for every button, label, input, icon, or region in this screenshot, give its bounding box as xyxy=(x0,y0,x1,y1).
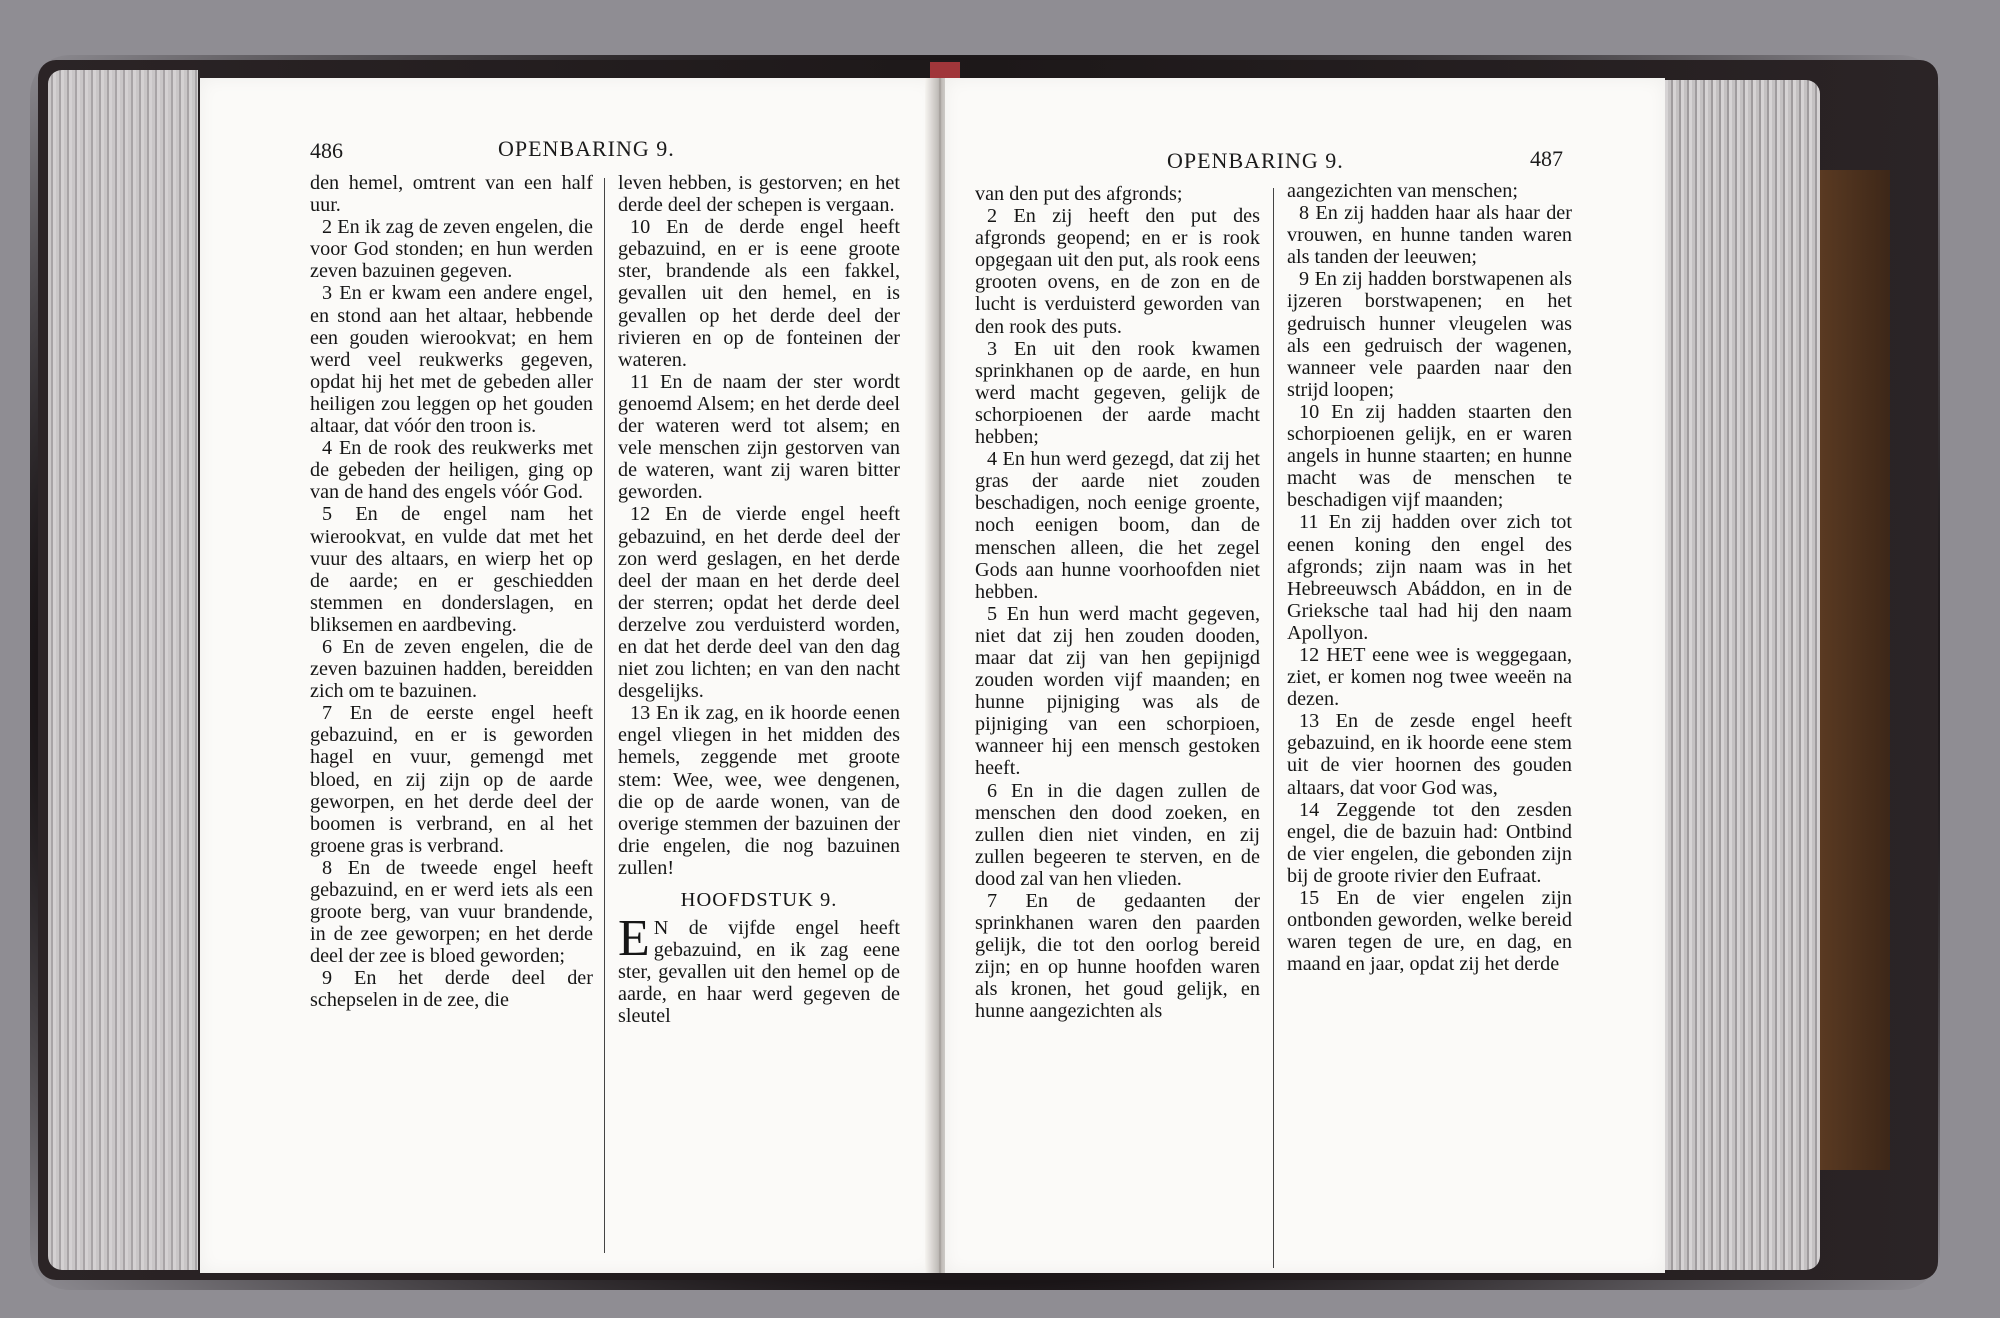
chapter-first-verse-text: N de vijfde engel heeft gebazuind, en ik zag eene ster, gevallen uit den hemel op de aarde, en haar werd gegeven de sleutel xyxy=(618,917,900,1028)
left-page-number: 486 xyxy=(310,138,343,163)
right-page-header: OPENBARING 9. xyxy=(1167,148,1344,173)
verse: 4 En de rook des reukwerks met de gebeden der heiligen, ging op van de hand des engels vóór God. xyxy=(310,437,593,504)
verse: 9 En zij hadden borstwapenen als ijzeren borstwapenen; en het gedruisch hunner vleugelen was als een gedruisch der wagenen, wanneer vele paarden naar den strijd loopen; xyxy=(1287,268,1572,401)
right-page-column-2 xyxy=(1287,180,1572,975)
verse: 3 En er kwam een andere engel, en stond aan het altaar, hebbende een gouden wierookvat; en hem werd veel reukwerks gegeven, opdat hij het met de gebeden aller heiligen zou leggen op het gouden altaar, dat vóór den troon is. xyxy=(310,282,593,438)
left-page xyxy=(200,78,935,1273)
verse: 13 En ik zag, en ik hoorde eenen engel vliegen in het midden des hemels, zeggende met groote stem: Wee, wee, wee dengenen, die op de aarde wonen, van de overige stemmen der bazuinen der drie engelen, die nog bazuinen zullen! xyxy=(618,702,900,879)
verse: 9 En het derde deel der schepselen in de zee, die xyxy=(310,967,593,1012)
verse: 3 En uit den rook kwamen sprinkhanen op de aarde, en hun werd macht gegeven, gelijk de schorpioenen der aarde macht hebben; xyxy=(975,337,1260,449)
verse: 14 Zeggende tot den zesden engel, die de bazuin had: Ontbind de vier engelen, die gebonden zijn bij de groote rivier den Eufraat. xyxy=(1287,798,1572,887)
left-page-column-1 xyxy=(310,172,593,1012)
verse: 5 En hun werd macht gegeven, niet dat zij hen zouden dooden, maar dat zij van hen gepijnigd zouden worden vijf maanden; en hunne pijniging was als de pijniging van een schorpioen, wanneer hij een mensch gestoken heeft. xyxy=(975,602,1260,780)
left-page-column-2-verses xyxy=(618,172,900,879)
verse-continuation: aangezichten van menschen; xyxy=(1287,180,1518,202)
verse: 11 En zij hadden over zich tot eenen koning den engel des afgronds; zijn naam was in het Hebreeuwsch Abáddon, en in de Grieksche taal had hij den naam Apollyon. xyxy=(1287,511,1572,644)
verse: 5 En de engel nam het wierookvat, en vulde dat met het vuur des altaars, en wierp het op de aarde; en er geschiedden stemmen en donderslagen, en bliksemen en aardbeving. xyxy=(310,503,593,636)
verse-continuation: den hemel, omtrent van een half uur. xyxy=(310,172,593,217)
verse: 7 En de eerste engel heeft gebazuind, en er is geworden hagel en vuur, gemengd met bloed, en zij zijn op de aarde geworpen, en het derde deel der boomen is verbrand, en al het groene gras is verbrand. xyxy=(310,702,593,857)
cover-edge-right xyxy=(1820,170,1890,1170)
verse: 2 En zij heeft den put des afgronds geopend; en er is rook opgegaan uit den put, als rook eens grooten ovens, en de zon en de lucht is verduisterd geworden van den rook des puts. xyxy=(975,205,1260,338)
verse-continuation: leven hebben, is gestorven; en het derde deel der schepen is vergaan. xyxy=(618,172,900,217)
verse: 6 En de zeven engelen, die de zeven bazuinen hadden, bereidden zich om te bazuinen. xyxy=(310,635,593,703)
column-rule xyxy=(604,178,605,1253)
verse: 12 HET eene wee is weggegaan, ziet, er komen nog twee weeën na dezen. xyxy=(1287,643,1572,711)
verse: 7 En de gedaanten der sprinkhanen waren den paarden gelijk, die tot den oorlog bereid zijn; en op hunne hoofden waren als kronen, het goud gelijk, en hunne aangezichten als xyxy=(975,890,1260,1023)
chapter-heading: HOOFDSTUK 9. xyxy=(680,889,838,911)
chapter-first-verse xyxy=(618,910,900,1028)
verse: 15 En de vier engelen zijn ontbonden geworden, welke bereid waren tegen de ure, en dag, en maand en jaar, opdat zij het derde xyxy=(1287,887,1572,976)
right-page-column-1 xyxy=(975,183,1260,1023)
verse: 13 En de zesde engel heeft gebazuind, en ik hoorde eene stem uit de vier hoornen des gouden altaars, dat voor God was, xyxy=(1287,710,1572,799)
verse: 11 En de naam der ster wordt genoemd Alsem; en het derde deel der wateren werd tot alsem; en vele menschen zijn gestorven van de wateren, want zij waren bitter geworden. xyxy=(618,370,900,504)
verse: 10 En de derde engel heeft gebazuind, en er is eene groote ster, brandende als een fakkel, gevallen uit den hemel, en is gevallen op het derde deel der rivieren en op de fonteinen der wateren. xyxy=(618,216,900,371)
left-page-header: OPENBARING 9. xyxy=(498,136,675,161)
verse: 6 En in die dagen zullen de menschen den dood zoeken, en zullen dien niet vinden, en zij zullen begeeren te sterven, en de dood zal van hen vlieden. xyxy=(975,779,1260,890)
bookmark-ribbon xyxy=(930,62,960,78)
drop-cap: E xyxy=(618,910,650,968)
verse: 10 En zij hadden staarten den schorpioenen gelijk, en er waren angels in hunne staarten; en hunne macht was de menschen te beschadigen vijf maanden; xyxy=(1287,400,1572,512)
left-page-column-2 xyxy=(618,172,900,1028)
column-rule xyxy=(1273,188,1274,1268)
right-page-number: 487 xyxy=(1530,146,1563,171)
verse-continuation: van den put des afgronds; xyxy=(975,183,1183,205)
page-edges-right xyxy=(1660,80,1820,1270)
verse: 8 En de tweede engel heeft gebazuind, en er werd iets als een groote berg, van vuur brandende, in de zee geworpen; en het derde deel der zee is bloed geworden; xyxy=(310,856,593,968)
verse: 2 En ik zag de zeven engelen, die voor God stonden; en hun werden zeven bazuinen gegeven. xyxy=(310,216,593,283)
page-edges-left xyxy=(48,70,198,1270)
verse: 8 En zij hadden haar als haar der vrouwen, en hunne tanden waren als tanden der leeuwen; xyxy=(1287,202,1572,269)
verse: 12 En de vierde engel heeft gebazuind, en het derde deel der zon werd geslagen, en het derde deel der maan en het derde deel der sterren; opdat het derde deel derzelve zou verduisterd worden, en dat het derde deel van den dag niet zou lichten; en van den nacht desgelijks. xyxy=(618,503,900,703)
verse: 4 En hun werd gezegd, dat zij het gras der aarde niet zouden beschadigen, noch eenige groente, noch eenigen boom, dan de menschen alleen, die het zegel Gods aan hunne voorhoofden niet hebben. xyxy=(975,448,1260,603)
right-page xyxy=(945,78,1665,1273)
